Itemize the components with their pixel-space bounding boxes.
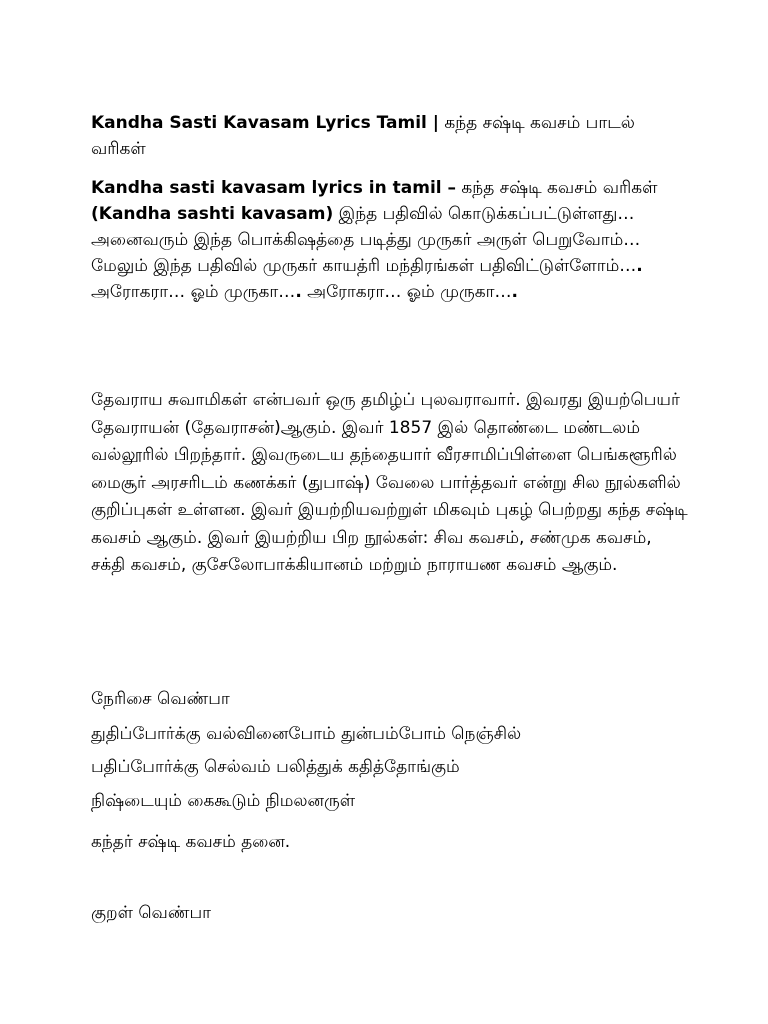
- title-tamil: கந்த சஷ்டி கவசம் பாடல் வரிகள்: [91, 113, 635, 159]
- verse-heading: நேரிசை வெண்பா: [91, 689, 230, 709]
- verse-line: நிஷ்டையும் கைகூடும் நிமலனருள்: [91, 791, 356, 811]
- intro-bold-1: Kandha sasti kavasam lyrics in tamil –: [91, 178, 457, 198]
- title-bold: Kandha Sasti Kavasam Lyrics Tamil |: [91, 113, 439, 133]
- intro-text-3: அரோகரா… ஓம் முருகா…: [91, 282, 296, 302]
- verse-line: துதிப்போர்க்கு வல்வினைபோம் துன்பம்போம் நெஞ்சில்: [91, 724, 522, 744]
- intro-bold-4: .: [295, 282, 302, 302]
- verse-line: கந்தர் சஷ்டி கவசம் தனை.: [91, 832, 291, 852]
- intro-text-4: அரோகரா… ஓம் முருகா…: [301, 282, 512, 302]
- intro-text-2: இந்த பதிவில் கொடுக்கப்பட்டுள்ளது… அனைவரும் இந்த பொக்கிஷத்தை படித்து முருகர் அருள் பெறுவோம்… மேலும் இந்த பதிவில் முருகர் காயத்ரி மந்திரங்கள் பதிவிட்டுள்ளோம்…: [91, 204, 641, 276]
- intro-text-1: கந்த சஷ்டி கவசம் வரிகள்: [456, 178, 658, 198]
- intro-paragraph: [91, 175, 691, 305]
- biography-paragraph: தேவராய சுவாமிகள் என்பவர் ஒரு தமிழ்ப் புலவராவார். இவரது இயற்பெயர் தேவராயன் (தேவராசன்)ஆகும். இவர் 1857 இல் தொண்டை மண்டலம் வல்லூரில் பிறந்தார். இவருடைய தந்தையார் வீரசாமிப்பிள்ளை பெங்களூரில் மைசூர் அரசரிடம் கணக்கர் (துபாஷ்) வேலை பார்த்தவர் என்று சில நூல்களில் குறிப்புகள் உள்ளன. இவர் இயற்றியவற்றுள் மிகவும் புகழ் பெற்றது கந்த சஷ்டி கவசம் ஆகும். இவர் இயற்றிய பிற நூல்கள்: சிவ கவசம், சண்முக கவசம், சக்தி கவசம், குசேலோபாக்கியானம் மற்றும் நாராயண கவசம் ஆகும்.: [91, 390, 688, 575]
- intro-bold-5: .: [511, 282, 518, 302]
- page-title: [91, 110, 691, 162]
- verse-line: பதிப்போர்க்கு செல்வம் பலித்துக் கதித்தோங்கும்: [91, 757, 460, 777]
- intro-bold-3: .: [636, 256, 643, 276]
- intro-bold-2: (Kandha sashti kavasam): [91, 204, 334, 224]
- kural-heading: குறள் வெண்பா: [91, 903, 211, 923]
